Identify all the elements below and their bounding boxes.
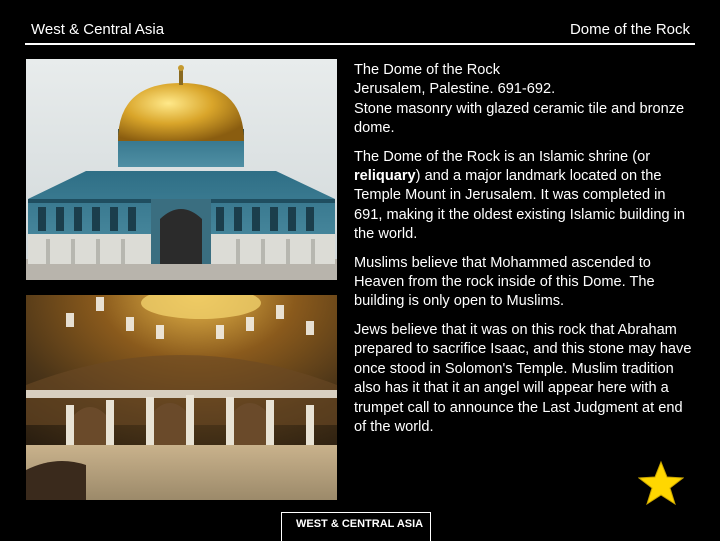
caption-block [354,61,694,139]
body-text [354,61,694,446]
exterior-photo [26,59,337,280]
paragraph-3: Jews believe that it was on this rock that Abraham prepared to sacrifice Isaac, and this stone may have once stood in Solomon's Temple. Muslim tradition also has it that it an angel will appear here with a trumpet call to announce the Last Judgment at end of the world. [354,321,692,435]
header-rule [25,43,695,45]
caption-title: The Dome of the Rock [354,62,501,78]
paragraph-1 [354,148,694,245]
para1-text-e: ) and a major landmark located on the Temple Mount in Jerusalem. It was completed in 691, making it the oldest existing Islamic building in the world. [354,168,685,243]
para1-text-c: is an Islamic shrine (or [500,148,651,165]
footer-label: WEST & CENTRAL ASIA [296,518,424,530]
star-icon[interactable] [638,460,684,511]
caption-location-date: Jerusalem, Palestine. 691-692. [354,81,556,98]
highlight-dome-of-the-rock: Dome of the Rock [383,148,501,165]
interior-photo [26,295,337,500]
caption-materials: Stone masonry with glazed ceramic tile and bronze dome. [354,100,685,137]
header-right-title: Dome of the Rock [569,21,690,38]
header-left-title: West & Central Asia [31,21,165,38]
paragraph-2: Muslims believe that Mohammed ascended to Heaven from the rock inside of this Dome. The building is only open to Muslims. [354,254,655,310]
para1-text-a: The [354,148,384,165]
bold-reliquary: reliquary [354,168,416,185]
footer-tab [281,512,431,541]
